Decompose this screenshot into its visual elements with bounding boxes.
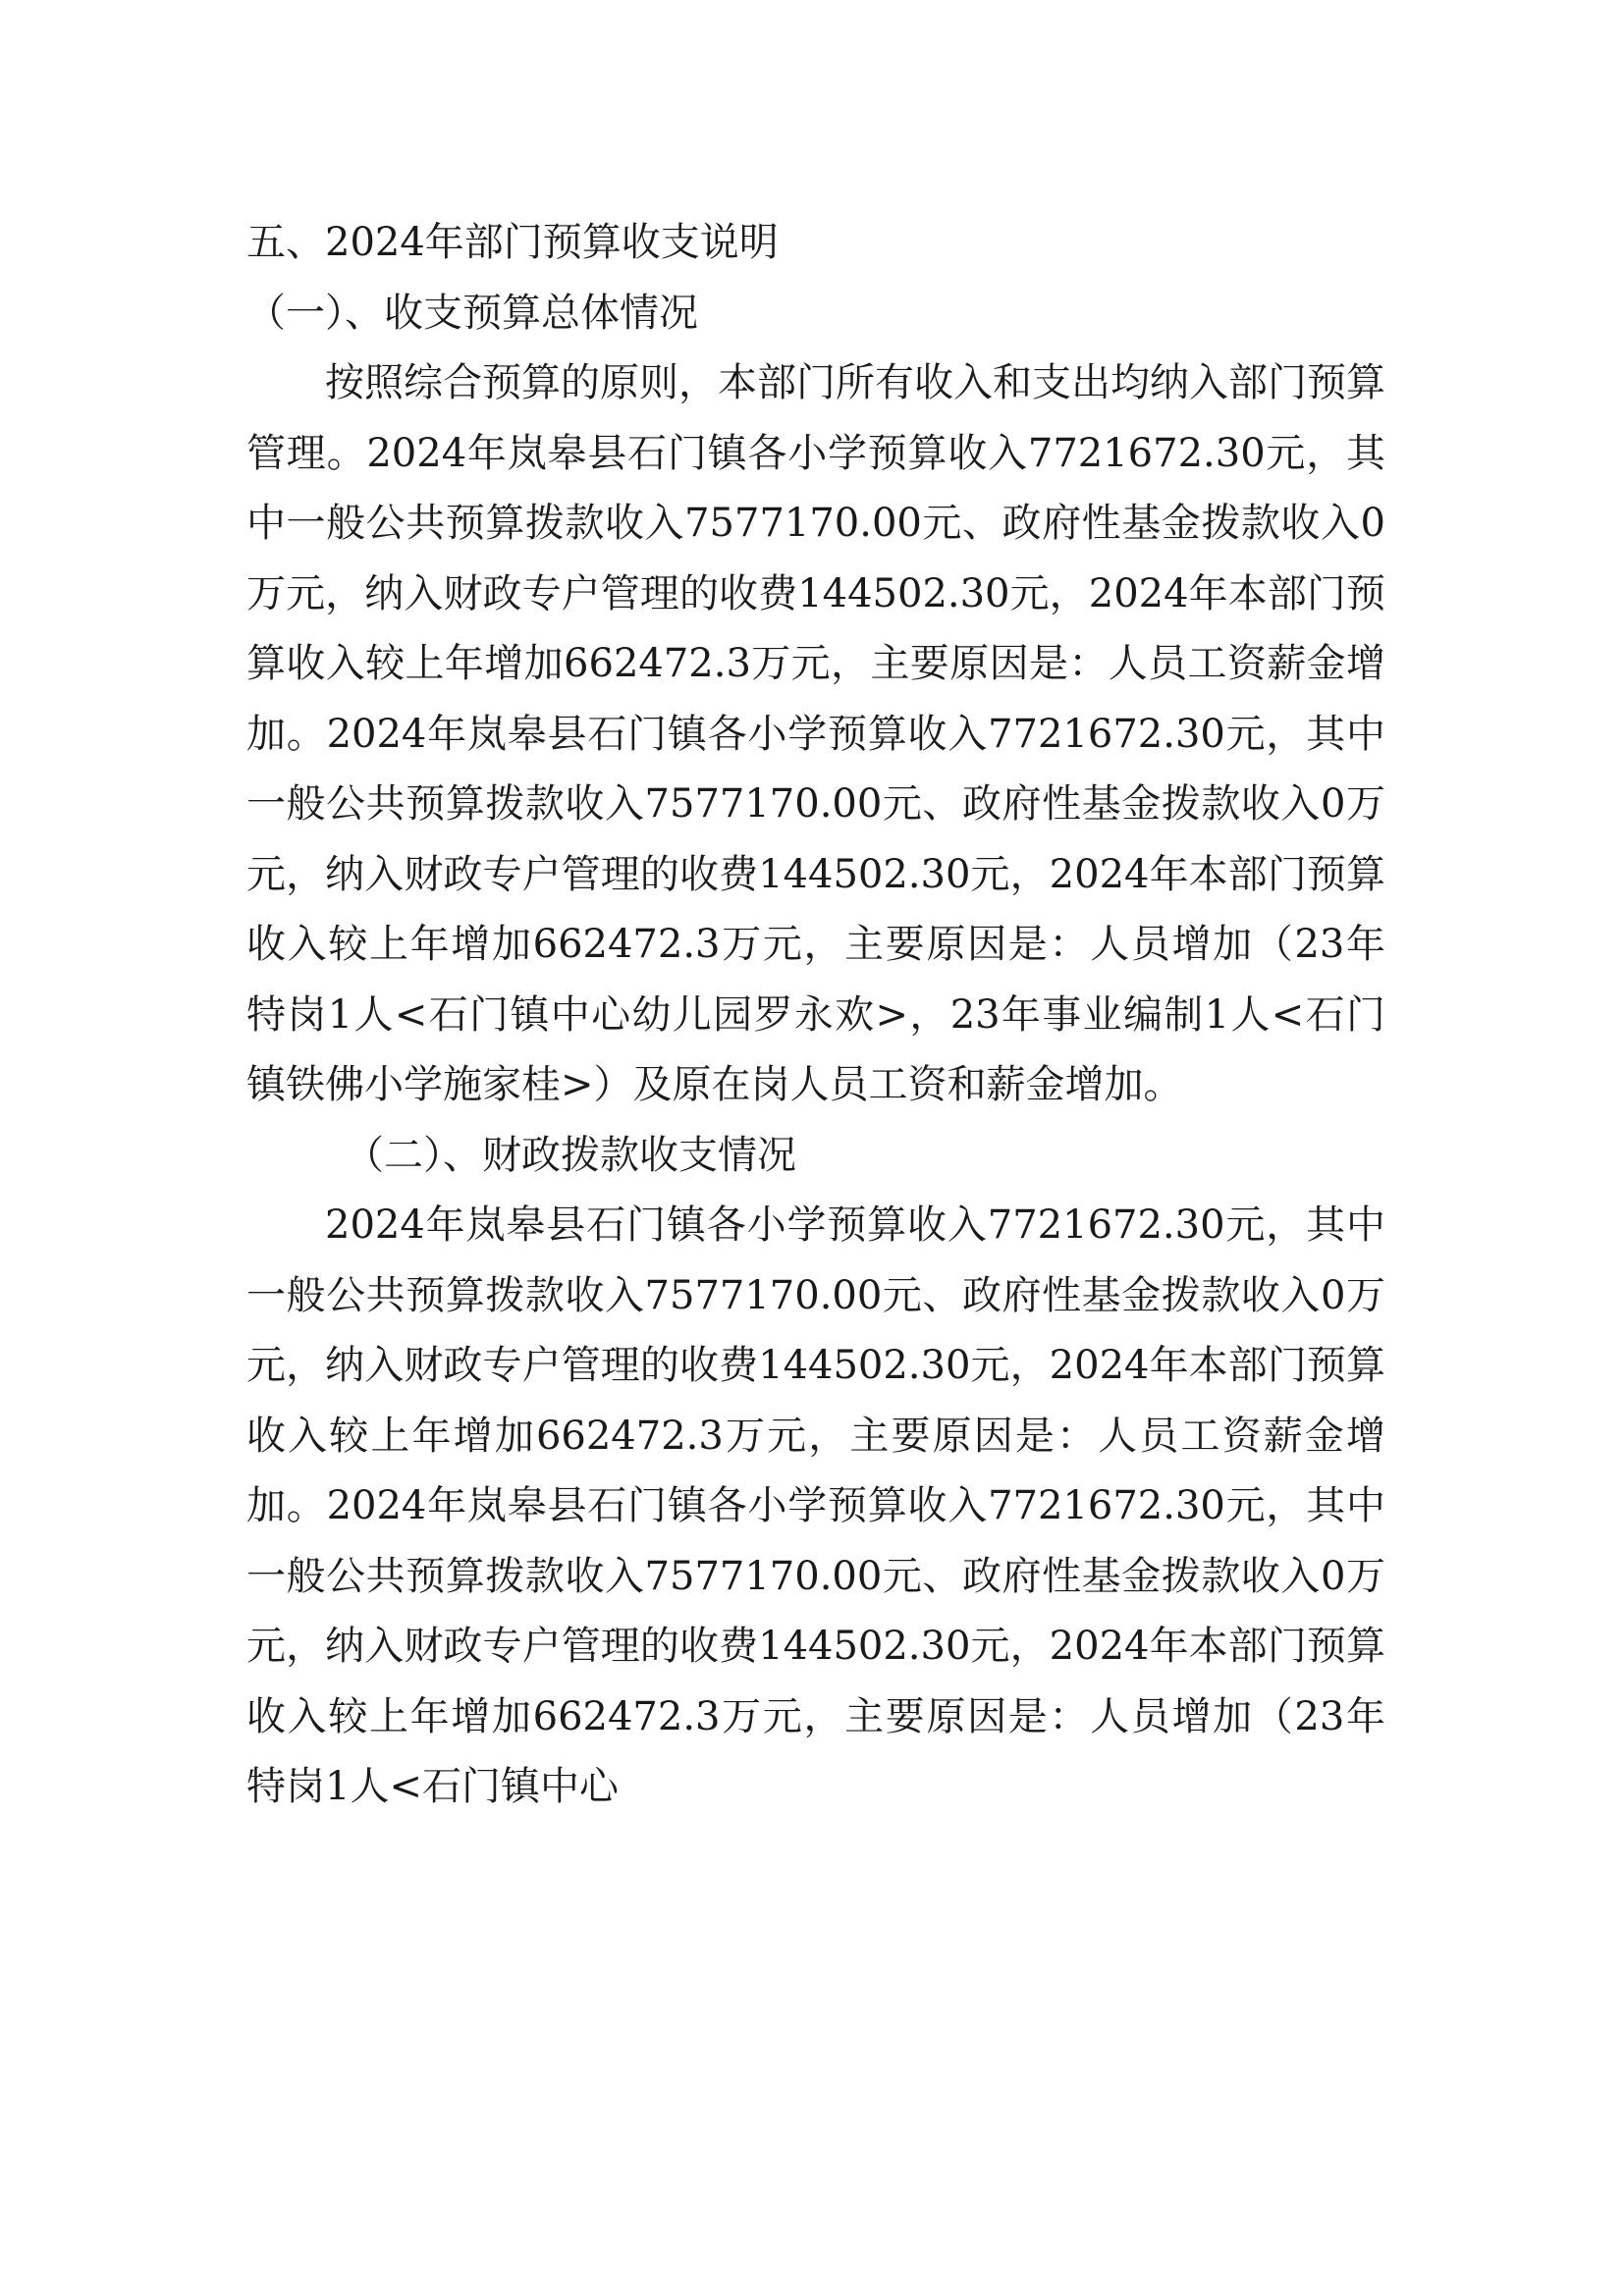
document-body: [246, 208, 1385, 1823]
section-heading: 五、2024年部门预算收支说明: [246, 220, 779, 265]
subsection-2-paragraph: 2024年岚皋县石门镇各小学预算收入7721672.30元，其中一般公共预算拨款收入7577170.00元、政府性基金拨款收入0万元，纳入财政专户管理的收费144502.30元，2024年本部门预算收入较上年增加662472.3万元，主要原因是：人员工资薪金增加。2024年岚皋县石门镇各小学预算收入7721672.30元，其中一般公共预算拨款收入7577170.00元、政府性基金拨款收入0万元，纳入财政专户管理的收费144502.30元，2024年本部门预算收入较上年增加662472.3万元，主要原因是：人员增加（23年特岗1人<石门镇中心: [246, 1202, 1385, 1809]
subsection-1-heading: （一）、收支预算总体情况: [246, 290, 698, 336]
subsection-1-paragraph: 按照综合预算的原则，本部门所有收入和支出均纳入部门预算管理。2024年岚皋县石门镇各小学预算收入7721672.30元，其中一般公共预算拨款收入7577170.00元、政府性基金拨款收入0万元，纳入财政专户管理的收费144502.30元，2024年本部门预算收入较上年增加662472.3万元，主要原因是：人员工资薪金增加。2024年岚皋县石门镇各小学预算收入7721672.30元，其中一般公共预算拨款收入7577170.00元、政府性基金拨款收入0万元，纳入财政专户管理的收费144502.30元，2024年本部门预算收入较上年增加662472.3万元，主要原因是：人员增加（23年特岗1人<石门镇中心幼儿园罗永欢>，23年事业编制1人<石门镇铁佛小学施家桂>）及原在岗人员工资和薪金增加。: [246, 360, 1385, 1107]
subsection-2-heading: （二）、财政拨款收支情况: [345, 1132, 796, 1178]
